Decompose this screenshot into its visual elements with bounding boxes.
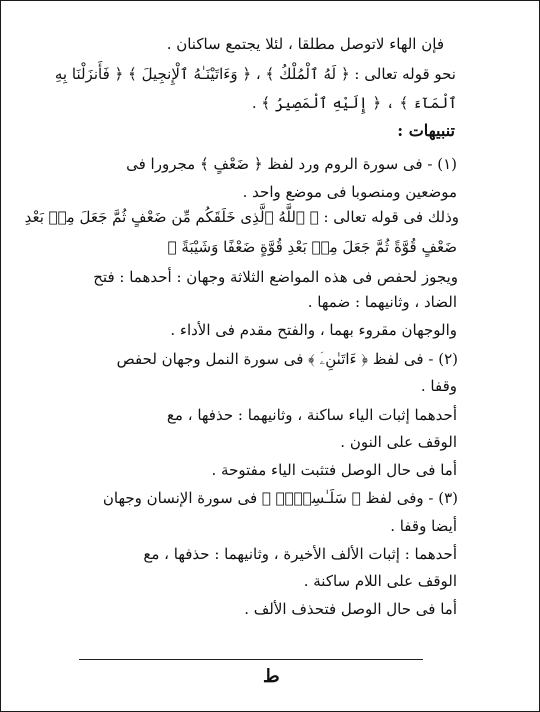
text-line: (٣) - وفى لفظ ﴿ سَلَـٰسِلَا۟ ﴾ فى سورة الإنسان وجهان (102, 489, 458, 507)
footer-rule (79, 659, 423, 660)
text-line: أما فى حال الوصل فتثبت الياء مفتوحة . (211, 461, 457, 479)
text-line: وذلك فى قوله تعالى : ﴿ ٱللَّهُ ٱلَّذِى خَلَقَكُم مِّن ضَعْفٍ ثُمَّ جَعَلَ مِنۢ بَعْدِ (24, 208, 459, 226)
text-line: فإن الهاء لاتوصل مطلقا ، لئلا يجتمع ساكنان . (166, 35, 444, 53)
text-line: ويجوز لحفص فى هذه المواضع الثلاثة وجهان : أحدهما : فتح (93, 268, 458, 286)
section-heading: تنبيهات : (397, 121, 455, 140)
text-line: (٢) - فى لفظ ﴿ ءَاتَىٰنِۦَ ﴾ فى سورة النمل وجهان لحفص (116, 350, 458, 368)
text-line: الوقف على اللام ساكنة . (303, 572, 457, 590)
text-line: وقفا . (420, 377, 457, 395)
text-line: أما فى حال الوصل فتحذف الألف . (244, 600, 457, 618)
text-line: موضعين ومنصوبا فى موضع واحد . (242, 183, 457, 201)
text-line: ضَعْفٍ قُوَّةً ثُمَّ جَعَلَ مِنۢ بَعْدِ قُوَّةٍ ضَعْفًا وَشَيْبَةً ﴾ (167, 238, 457, 256)
text-line: نحو قوله تعالى : ﴿ لَهُ ٱلْمُلْكُ ﴾ ، ﴿ وَءَاتَيْنَـٰهُ ٱلْإِنجِيلَ ﴾ ﴿ فَأَنزَلْنَا بِهِ (54, 65, 456, 83)
text-line: والوجهان مقروء بهما ، والفتح مقدم فى الأداء . (170, 321, 457, 339)
text-line: أيضا وقفا . (390, 517, 457, 535)
text-line: (١) - فى سورة الروم ورد لفظ ﴿ ضَعْفٍ ﴾ مجرورا فى (126, 155, 457, 173)
text-line: الوقف على النون . (340, 433, 457, 451)
page-number: ط (263, 666, 280, 687)
text-line: أحدهما إثبات الياء ساكنة ، وثانيهما : حذفها ، مع (166, 406, 457, 424)
text-line: ٱلْمَآءَ ﴾ ، ﴿ إِلَيْهِ ٱلْمَصِيرُ ﴾ . (251, 94, 457, 112)
text-line: الضاد ، وثانيهما : ضمها . (307, 293, 457, 311)
text-line: أحدهما : إثبات الألف الأخيرة ، وثانيهما : حذفها ، مع (143, 545, 457, 563)
